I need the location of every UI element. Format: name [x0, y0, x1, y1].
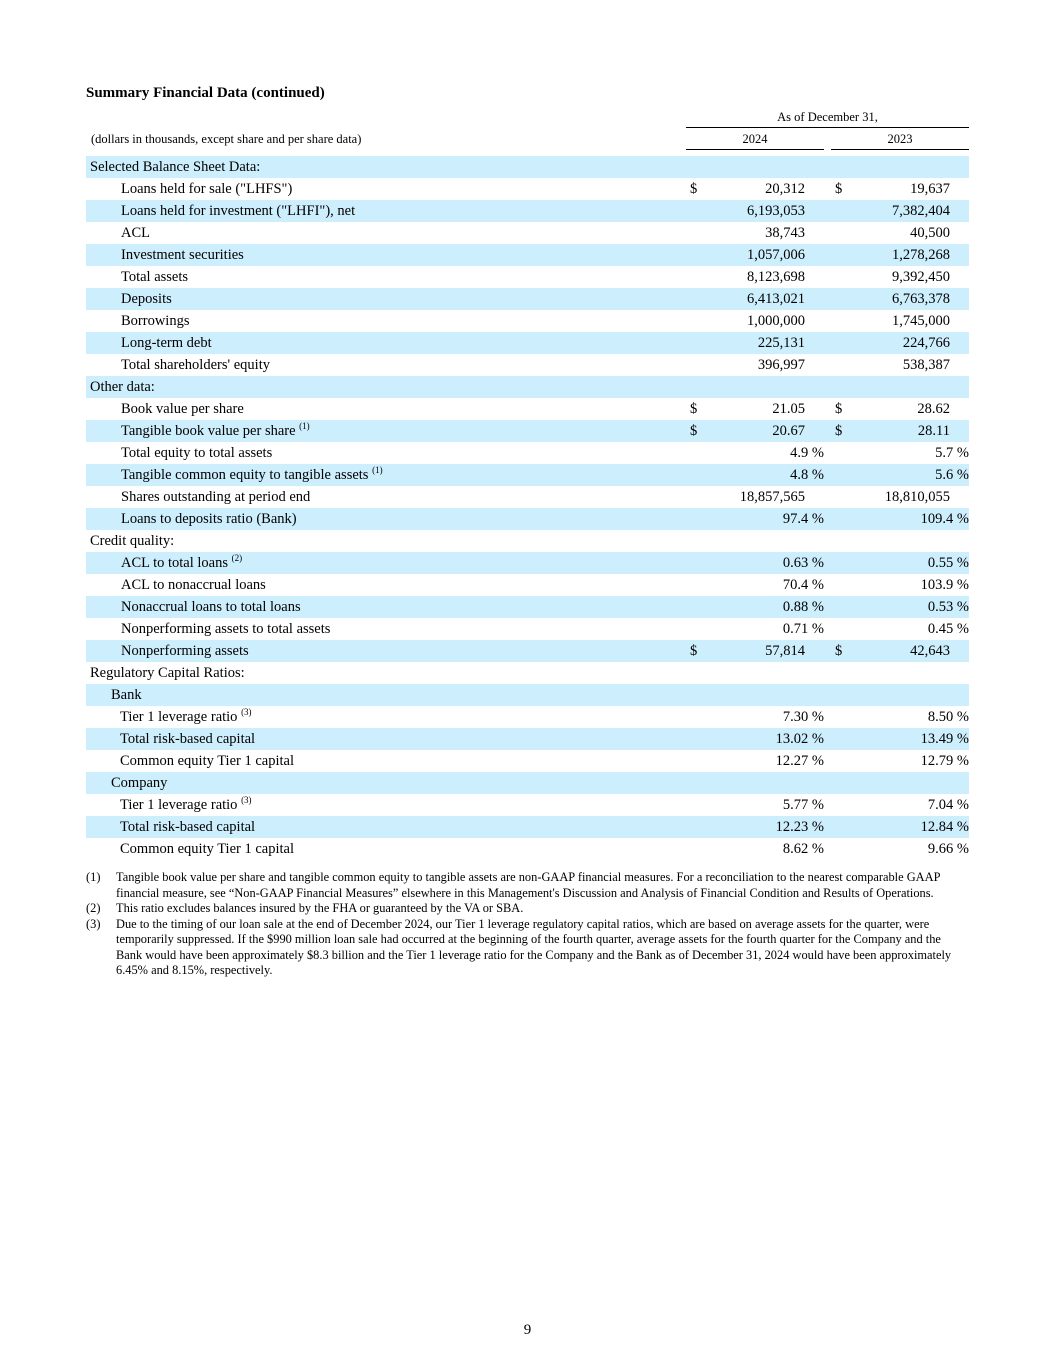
value-2024: 57,814	[765, 643, 805, 659]
footnote-ref: (1)	[372, 465, 383, 476]
table-row	[86, 178, 969, 200]
row-label-text: Other data:	[90, 379, 155, 395]
value-2023: 9.66 %	[927, 841, 969, 857]
value-2024: 20,312	[765, 181, 805, 197]
units-note: (dollars in thousands, except share and per share data)	[91, 132, 362, 146]
footnote-ref: (3)	[241, 795, 252, 806]
value-2024: 396,997	[757, 357, 805, 373]
table-row	[86, 596, 969, 618]
table-row	[86, 816, 969, 838]
row-label	[121, 640, 249, 662]
table-row	[86, 420, 969, 442]
value-2024: 18,857,565	[739, 489, 805, 505]
row-label-text: Regulatory Capital Ratios:	[90, 665, 245, 681]
row-label	[121, 222, 150, 244]
row-label	[121, 464, 383, 486]
table-row	[86, 552, 969, 574]
row-label-text: ACL to nonaccrual loans	[121, 577, 266, 593]
value-2024: 97.4 %	[782, 511, 824, 527]
value-2023: 28.11	[917, 423, 950, 439]
row-label	[121, 178, 292, 200]
row-label-text: Total shareholders' equity	[121, 357, 270, 373]
table-row	[86, 398, 969, 420]
footnote-ref: (2)	[231, 553, 243, 564]
footnote-text: This ratio excludes balances insured by the FHA or guaranteed by the VA or SBA.	[116, 901, 524, 915]
row-label-text: Loans held for sale ("LHFS")	[121, 181, 293, 197]
footnote	[86, 870, 952, 901]
row-label	[121, 552, 242, 574]
row-label-text: Long-term debt	[121, 335, 212, 351]
row-label	[121, 618, 330, 640]
row-label	[121, 486, 310, 508]
table-row	[86, 574, 969, 596]
value-2024: 6,193,053	[747, 203, 805, 219]
value-2023: 7.04 %	[927, 797, 969, 813]
value-2023: 40,500	[910, 225, 950, 241]
value-2023: 9,392,450	[892, 269, 950, 285]
value-2023: 42,643	[910, 643, 950, 659]
table-row	[86, 640, 969, 662]
row-label-text: Bank	[111, 687, 142, 703]
row-label-text: Tier 1 leverage ratio	[120, 797, 238, 813]
row-label-text: Investment securities	[121, 247, 244, 263]
value-2024: 6,413,021	[747, 291, 805, 307]
footnote	[86, 901, 952, 917]
row-label-text: Nonperforming assets to total assets	[121, 621, 331, 637]
row-label	[90, 662, 245, 684]
value-2024: 4.9 %	[790, 445, 824, 461]
footnote-mark: (3)	[86, 916, 101, 931]
value-2023: 18,810,055	[884, 489, 950, 505]
footnote-ref: (1)	[299, 421, 310, 432]
value-2024: 38,743	[765, 225, 805, 241]
financial-table	[86, 156, 969, 860]
value-2024: 4.8 %	[790, 467, 824, 483]
row-label-text: Tangible common equity to tangible assets	[121, 467, 369, 483]
value-2024: 225,131	[757, 335, 805, 351]
row-label	[120, 816, 255, 838]
row-label	[121, 508, 297, 530]
row-label-text: Total assets	[121, 269, 189, 285]
page-number: 9	[523, 1322, 532, 1338]
row-label	[121, 266, 188, 288]
currency-symbol: $	[690, 423, 698, 439]
currency-symbol: $	[835, 401, 843, 417]
row-label	[90, 156, 260, 178]
row-label	[120, 838, 294, 860]
value-2024: 5.77 %	[782, 797, 824, 813]
footnote-mark: (2)	[86, 901, 101, 915]
value-2023: 5.7 %	[935, 445, 969, 461]
table-row	[86, 288, 969, 310]
row-label-text: Total risk-based capital	[120, 819, 256, 835]
row-label-text: Loans to deposits ratio (Bank)	[121, 511, 297, 527]
value-2024: 12.23 %	[775, 819, 824, 835]
row-label-text: Total equity to total assets	[121, 445, 273, 461]
table-row	[86, 310, 969, 332]
value-2023: 6,763,378	[892, 291, 950, 307]
table-row	[86, 266, 969, 288]
row-label-text: Borrowings	[121, 313, 190, 329]
table-row	[86, 156, 969, 178]
row-label	[111, 684, 142, 706]
table-row	[86, 244, 969, 266]
value-2023: 0.45 %	[927, 621, 969, 637]
period-header: As of December 31,	[686, 110, 969, 128]
footnote-mark: (1)	[86, 870, 101, 884]
row-label-text: Nonperforming assets	[121, 643, 249, 659]
value-2024: 1,000,000	[747, 313, 805, 329]
row-label	[121, 332, 212, 354]
table-row	[86, 486, 969, 508]
value-2024: 7.30 %	[782, 709, 824, 725]
row-label-text: Loans held for investment ("LHFI"), net	[121, 203, 356, 219]
row-label	[121, 398, 244, 420]
row-label-text: Company	[111, 775, 168, 791]
table-row	[86, 222, 969, 244]
row-label	[121, 288, 172, 310]
table-row	[86, 750, 969, 772]
footnote-ref: (3)	[241, 707, 252, 718]
value-2023: 109.4 %	[920, 511, 969, 527]
value-2023: 28.62	[917, 401, 950, 417]
value-2024: 21.05	[772, 401, 805, 417]
value-2023: 5.6 %	[935, 467, 969, 483]
value-2024: 0.63 %	[782, 555, 824, 571]
row-label-text: Tangible book value per share	[121, 423, 296, 439]
value-2024: 20.67	[772, 423, 805, 439]
table-row	[86, 618, 969, 640]
row-label	[120, 750, 294, 772]
row-label-text: Tier 1 leverage ratio	[120, 709, 238, 725]
row-label	[121, 574, 266, 596]
row-label	[111, 772, 167, 794]
table-row	[86, 662, 969, 684]
row-label	[121, 420, 310, 442]
year-header-2023: 2023	[831, 132, 969, 150]
table-row	[86, 794, 969, 816]
value-2024: 70.4 %	[782, 577, 824, 593]
table-row	[86, 464, 969, 486]
table-row	[86, 200, 969, 222]
value-2023: 1,278,268	[892, 247, 950, 263]
row-label	[120, 728, 255, 750]
value-2024: 1,057,006	[747, 247, 805, 263]
table-row	[86, 772, 969, 794]
row-label-text: Credit quality:	[90, 533, 175, 549]
value-2023: 19,637	[910, 181, 950, 197]
value-2023: 224,766	[902, 335, 950, 351]
row-label-text: Nonaccrual loans to total loans	[121, 599, 301, 615]
table-row	[86, 684, 969, 706]
row-label	[120, 706, 252, 728]
value-2023: 0.53 %	[927, 599, 969, 615]
year-header-2024: 2024	[686, 132, 824, 150]
currency-symbol: $	[690, 643, 698, 659]
row-label-text: ACL	[121, 225, 150, 241]
row-label-text: Deposits	[121, 291, 172, 307]
footnote-text: Tangible book value per share and tangible common equity to tangible assets are non-GAAP financial measures. For a reconciliation to the nearest comparable GAAP financial measure, see “Non-GAAP Financial Measures” elsewhere in this Management's Discussion and Analysis of Financial Condition and Results of Operations.	[116, 870, 941, 900]
value-2024: 12.27 %	[775, 753, 824, 769]
value-2023: 7,382,404	[892, 203, 950, 219]
value-2023: 538,387	[902, 357, 950, 373]
page-title: Summary Financial Data (continued)	[86, 85, 325, 101]
row-label	[121, 244, 244, 266]
table-row	[86, 508, 969, 530]
currency-symbol: $	[690, 401, 698, 417]
row-label-text: Book value per share	[121, 401, 244, 417]
table-row	[86, 442, 969, 464]
row-label-text: Selected Balance Sheet Data:	[90, 159, 261, 175]
footnotes	[86, 870, 952, 979]
currency-symbol: $	[835, 181, 843, 197]
row-label-text: Total risk-based capital	[120, 731, 256, 747]
value-2023: 12.84 %	[920, 819, 969, 835]
row-label-text: Common equity Tier 1 capital	[120, 753, 294, 769]
value-2023: 0.55 %	[927, 555, 969, 571]
row-label	[121, 200, 355, 222]
row-label-text: Common equity Tier 1 capital	[120, 841, 294, 857]
table-row	[86, 332, 969, 354]
row-label	[90, 376, 155, 398]
value-2023: 8.50 %	[927, 709, 969, 725]
table-row	[86, 530, 969, 552]
table-row	[86, 838, 969, 860]
table-row	[86, 354, 969, 376]
footnote-text: Due to the timing of our loan sale at the end of December 2024, our Tier 1 leverage regulatory capital ratios, which are based on average assets for the quarter, were temporarily suppressed. If the $990 million loan sale had occurred at the beginning of the fourth quarter, average assets for the fourth quarter for the Company and the Bank would have been approximately $8.3 billion and the Tier 1 leverage ratio for the Company and the Bank as of December 31, 2024 would have been approximately 6.45% and 8.15%, respectively.	[116, 916, 952, 977]
currency-symbol: $	[690, 181, 698, 197]
currency-symbol: $	[835, 423, 843, 439]
row-label-text: ACL to total loans	[121, 555, 228, 571]
value-2023: 12.79 %	[920, 753, 969, 769]
row-label	[121, 310, 189, 332]
value-2024: 13.02 %	[775, 731, 824, 747]
table-row	[86, 376, 969, 398]
value-2024: 8,123,698	[747, 269, 805, 285]
row-label	[121, 442, 272, 464]
value-2023: 103.9 %	[920, 577, 969, 593]
value-2024: 0.71 %	[782, 621, 824, 637]
table-row	[86, 706, 969, 728]
currency-symbol: $	[835, 643, 843, 659]
row-label	[121, 596, 301, 618]
table-row	[86, 728, 969, 750]
row-label	[120, 794, 252, 816]
row-label-text: Shares outstanding at period end	[121, 489, 311, 505]
row-label	[90, 530, 174, 552]
value-2023: 1,745,000	[892, 313, 950, 329]
value-2024: 0.88 %	[782, 599, 824, 615]
value-2024: 8.62 %	[782, 841, 824, 857]
footnote	[86, 917, 952, 979]
row-label	[121, 354, 270, 376]
value-2023: 13.49 %	[920, 731, 969, 747]
